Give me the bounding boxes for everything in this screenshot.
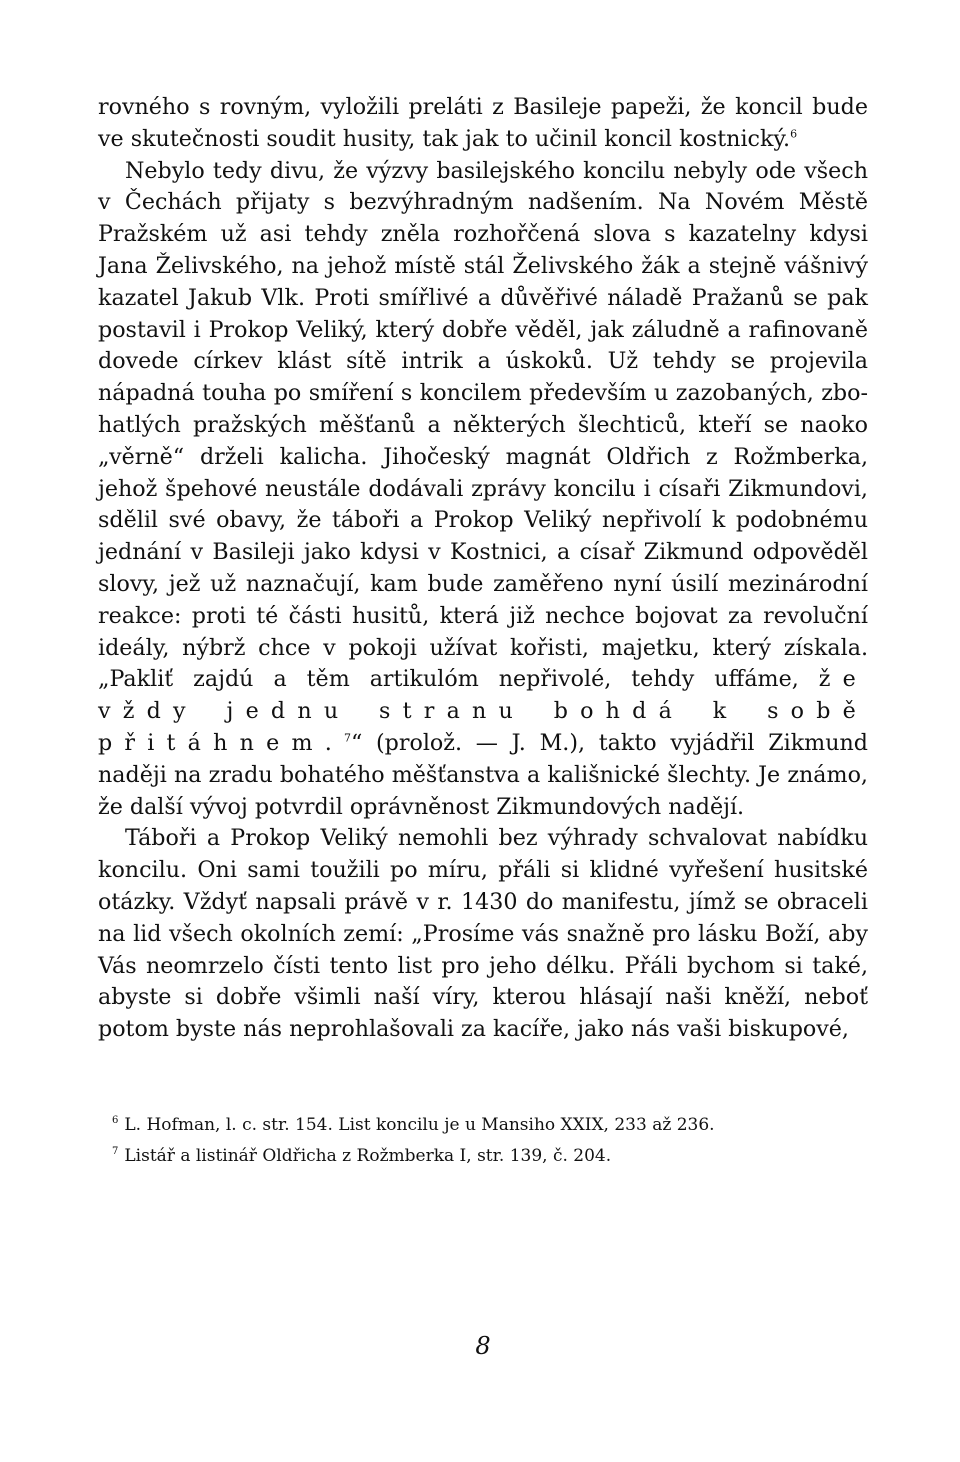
spaced-quote: že vždy jednu stranu bohdá k sobě přitáhnem.	[98, 666, 868, 756]
footnote-mark: 6	[112, 1115, 119, 1127]
footnote-6	[98, 1112, 868, 1139]
page-number: 8	[475, 1332, 491, 1360]
book-page	[98, 92, 868, 1360]
footnote-ref-7: 7	[343, 731, 351, 745]
paragraph-3	[98, 823, 868, 1046]
footnote-mark: 7	[112, 1146, 119, 1158]
paragraph-2	[98, 156, 868, 824]
paragraph-1	[98, 92, 868, 156]
footnote-text: L. Hofman, l. c. str. 154. List koncilu je u Mansiho XXIX, 233 až 236.	[124, 1114, 715, 1135]
paragraph-text: rovného s rovným, vyložili preláti z Basileje papeži, že koncil bude ve skutečnosti soudit husity, tak jak to učinil koncil kostnický.	[98, 94, 868, 152]
paragraph-text: Nebylo tedy divu, že výzvy basilejského koncilu nebyly ode všech v Čechách přijaty s bezvýhradným nadšením. Na Novém Městě Pražském už asi tehdy zněla rozhořčená slova s kazatelny kdysi Jana Želivského, na jehož místě stál Želivského žák a stejně vášnivý kazatel Jakub Vlk. Proti smířlivé a důvěřivé náladě Pražanů se pak postavil i Prokop Veliký, který dobře věděl, jak záludně a rafinovaně dovede církev klást sítě intrik a úskoků. Už tehdy se projevila nápadná touha po smíření s koncilem především u zazobaných, zbohatlých pražských měšťanů a některých šlechticů, kteří se naoko „věrně“ drželi kalicha. Jihočeský magnát Oldřich z Rožmberka, jehož špehové neustále dodávali zprávy koncilu i císaři Zikmundovi, sdělil své obavy, že táboři a Prokop Veliký nepřivolí k podobnému jednání v Basileji jako kdysi v Kostnici, a císař Zikmund odpověděl slovy, jež už naznačují, kam bude zaměřeno nyní úsilí mezinárodní reakce: proti té části husitů, která již nechce bojovat za revoluční ideály, nýbrž chce v pokoji užívat kořisti, majetku, který získala. „Pakliť zajdú a těm artikulóm nepřivolé, tehdy uffáme,	[98, 157, 868, 693]
body-text	[98, 92, 868, 1046]
paragraph-text: Táboři a Prokop Veliký nemohli bez výhrady schvalovat nabídku koncilu. Oni sami toužili po míru, přáli si klidné vyřešení husitské otázky. Vždyť napsali právě v r. 1430 do manifestu, jímž se obraceli na lid všech okolních zemí: „Prosíme vás snažně pro lásku Boží, aby Vás neomrzelo čísti tento list pro jeho délku. Přáli bychom si také, abyste si dobře všimli naší víry, kterou hlásají naši kněží, neboť potom byste nás neprohlašovali za kacíře, jako nás vaši biskupové,	[98, 825, 868, 1043]
paragraph-text-continued: “ (prolož. — J. M.), takto vyjádřil Zikmund naději na zradu bohatého měšťanstva a kališnické šlechty. Je známo, že další vývoj potvrdil oprávněnost Zikmundových nadějí.	[98, 729, 868, 820]
footnote-7	[98, 1143, 868, 1170]
footnote-text: Listář a listinář Oldřicha z Rožmberka I, str. 139, č. 204.	[124, 1145, 612, 1166]
footnotes	[98, 1112, 868, 1170]
footnote-ref-6: 6	[790, 127, 798, 141]
